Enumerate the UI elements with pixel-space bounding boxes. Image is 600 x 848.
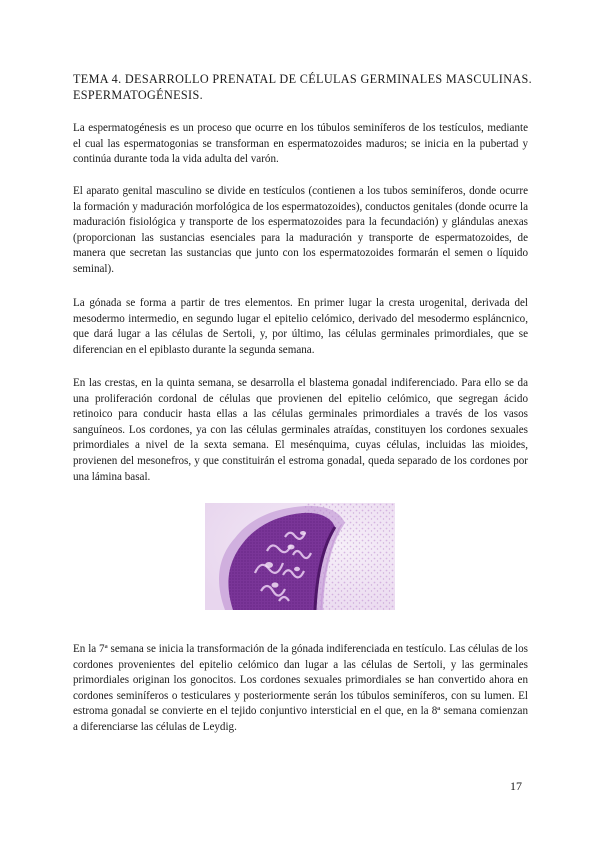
page-title: TEMA 4. DESARROLLO PRENATAL DE CÉLULAS GERMINALES MASCULINAS. ESPERMATOGÉNESIS. [73,72,533,102]
paragraph-testis-transformation: En la 7ª semana se inicia la transformación de la gónada indiferenciada en testículo. Las células de los cordones provenientes del epitelio celómico dan lugar a las células de Sertoli, y las germinales primordiales originan los gonocitos. Los cordones sexuales primordiales se han convertido ahora en cordones seminíferos o testiculares y posteriormente serán los túbulos seminíferos, con su lumen. El estroma gonadal se convierte en el tejido conjuntivo intersticial en el que, en la 8ª semana comienzan a diferenciarse las células de Leydig. [73,643,528,733]
paragraph-gonad-formation: La gónada se forma a partir de tres elementos. En primer lugar la cresta urogenital, derivada del mesodermo intermedio, en segundo lugar el epitelio celómico, derivado del mesodermo espláncnico, que dará lugar a las células de Sertoli, y, por último, las células germinales primordiales, que se diferencian en el epiblasto durante la segunda semana. [73,297,528,356]
histology-image [205,503,395,610]
paragraph-genital-apparatus: El aparato genital masculino se divide en testículos (contienen a los tubos seminíferos, donde ocurre la formación y maduración morfológica de los espermatozoides), conductos genitales (donde ocurre la maduración fisiológica y transporte de los espermatozoides para la fecundación) y glándulas anexas (proporcionan las sustancias esenciales para la maduración y transporte de espermatozoides, de manera que secretan las sustancias que junto con los espermatozoides formarán el semen o líquido seminal). [73,185,528,275]
paragraph-spermatogenesis-intro: La espermatogénesis es un proceso que ocurre en los túbulos seminíferos de los testículos, mediante el cual las espermatogonias se transforman en espermatozoides maduros; se inicia en la pubertad y continúa durante toda la vida adulta del varón. [73,122,528,166]
histology-micrograph [205,503,395,610]
paragraph-gonadal-blastema: En las crestas, en la quinta semana, se desarrolla el blastema gonadal indiferenciado. Para ello se da una proliferación cordonal de células que provienen del epitelio celómico, que segregan ácido retinoico para conducir hasta ellas a las células germinales primordiales a través de los vasos sanguíneos. Los cordones, ya con las células germinales atraídas, constituyen los cordones sexuales primordiales a nivel de la sexta semana. El mesénquima, cuyas células, incluidas las mioides, provienen del mesonefros, y que constituirán el estroma gonadal, queda separado de los cordones por una lámina basal. [73,377,528,483]
page-number: 17 [510,779,522,793]
